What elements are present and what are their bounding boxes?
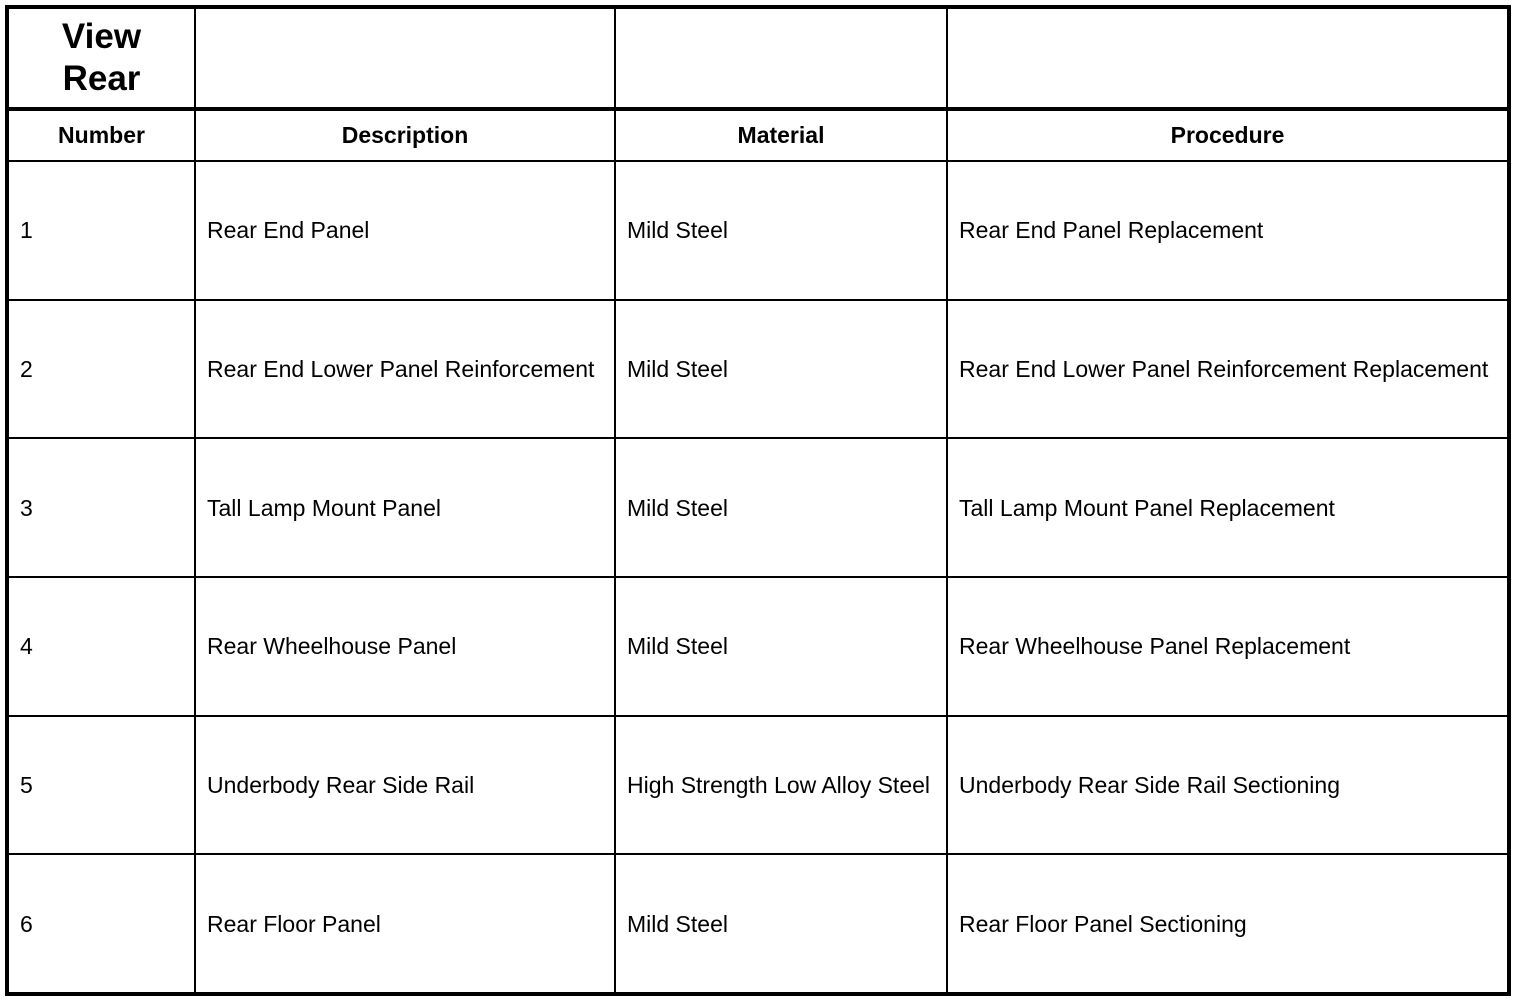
cell-procedure: Underbody Rear Side Rail Sectioning	[947, 716, 1509, 855]
cell-material: Mild Steel	[615, 438, 947, 577]
cell-procedure: Tall Lamp Mount Panel Replacement	[947, 438, 1509, 577]
header-row	[7, 109, 1509, 161]
view-row	[7, 7, 1509, 109]
cell-description: Rear End Panel	[195, 161, 615, 300]
cell-number: 3	[7, 438, 195, 577]
cell-description: Rear End Lower Panel Reinforcement	[195, 300, 615, 439]
column-header-procedure: Procedure	[947, 109, 1509, 161]
cell-number: 6	[7, 854, 195, 994]
table-row	[7, 854, 1509, 994]
cell-material: Mild Steel	[615, 161, 947, 300]
cell-material: Mild Steel	[615, 854, 947, 994]
table-row	[7, 300, 1509, 439]
column-header-description: Description	[195, 109, 615, 161]
cell-number: 4	[7, 577, 195, 716]
view-row-empty-cell	[195, 7, 615, 109]
view-title	[7, 7, 195, 109]
table-row	[7, 438, 1509, 577]
cell-number: 2	[7, 300, 195, 439]
view-row-empty-cell	[947, 7, 1509, 109]
cell-procedure: Rear End Panel Replacement	[947, 161, 1509, 300]
cell-description: Tall Lamp Mount Panel	[195, 438, 615, 577]
cell-number: 5	[7, 716, 195, 855]
cell-procedure: Rear Floor Panel Sectioning	[947, 854, 1509, 994]
cell-description: Rear Wheelhouse Panel	[195, 577, 615, 716]
cell-procedure: Rear Wheelhouse Panel Replacement	[947, 577, 1509, 716]
cell-material: Mild Steel	[615, 577, 947, 716]
parts-table	[5, 5, 1511, 996]
cell-number: 1	[7, 161, 195, 300]
view-row-empty-cell	[615, 7, 947, 109]
cell-material: High Strength Low Alloy Steel	[615, 716, 947, 855]
cell-procedure: Rear End Lower Panel Reinforcement Replacement	[947, 300, 1509, 439]
table-row	[7, 161, 1509, 300]
view-title-line2: Rear	[62, 58, 141, 98]
view-title-line1: View	[61, 16, 142, 56]
cell-description: Underbody Rear Side Rail	[195, 716, 615, 855]
cell-material: Mild Steel	[615, 300, 947, 439]
table-row	[7, 716, 1509, 855]
table-row	[7, 577, 1509, 716]
column-header-material: Material	[615, 109, 947, 161]
cell-description: Rear Floor Panel	[195, 854, 615, 994]
column-header-number: Number	[7, 109, 195, 161]
